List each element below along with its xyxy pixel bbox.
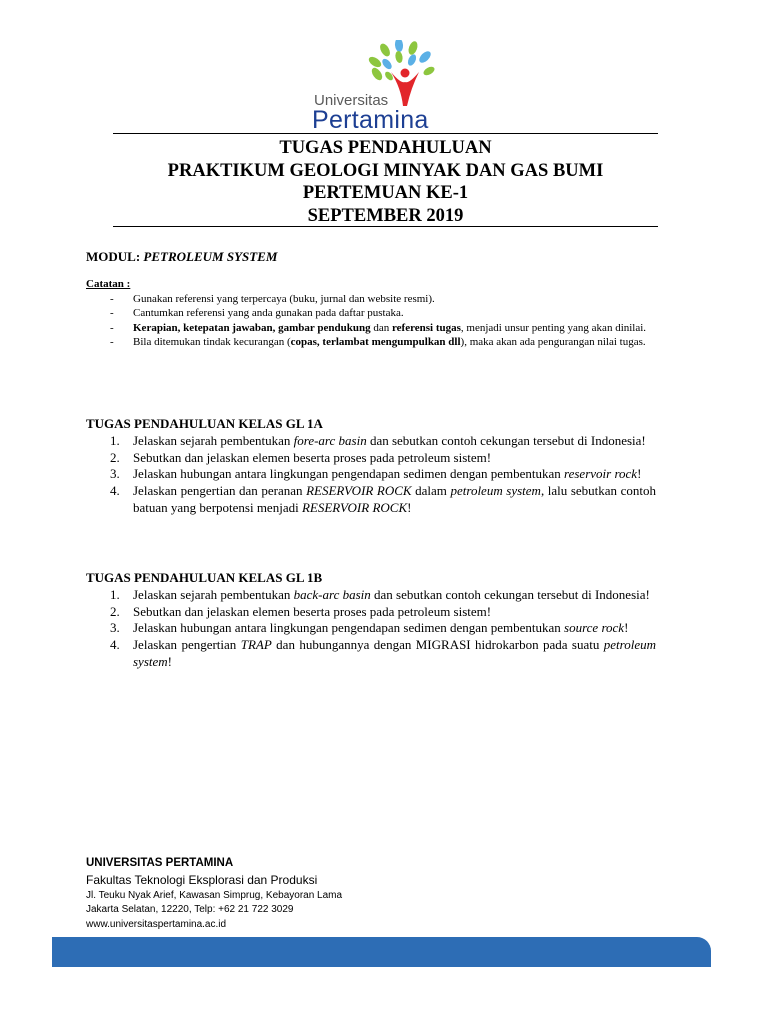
title-line-4: SEPTEMBER 2019 <box>307 205 464 226</box>
footer-faculty: Fakultas Teknologi Eksplorasi dan Produksi <box>86 873 318 887</box>
section-title: TUGAS PENDAHULUAN KELAS GL 1B <box>86 570 323 585</box>
logo-text-universitas: Universitas <box>314 92 389 109</box>
footer-address-line-1: Jl. Teuku Nyak Arief, Kawasan Simprug, Kebayoran Lama <box>86 890 343 901</box>
note-dash: - <box>110 307 114 320</box>
note-dash: - <box>110 321 114 334</box>
footer-address-line-2: Jakarta Selatan, 12220, Telp: +62 21 722 3029 <box>86 904 294 916</box>
question-item: 3. Jelaskan hubungan antara lingkungan pengendapan sedimen dengan pembentukan source rock! <box>110 620 629 636</box>
footer-university: UNIVERSITAS PERTAMINA <box>86 857 234 869</box>
question-item: 2. Sebutkan dan jelaskan elemen beserta proses pada petroleum sistem! <box>110 603 492 619</box>
title-line-2: PRAKTIKUM GEOLOGI MINYAK DAN GAS BUMI <box>167 160 604 181</box>
modul-label: MODUL: <box>86 249 144 264</box>
section-title: TUGAS PENDAHULUAN KELAS GL 1A <box>86 416 323 431</box>
question-item: 3. Jelaskan hubungan antara lingkungan pengendapan sedimen dengan pembentukan reservoir rock! <box>110 466 642 482</box>
question-item: 2. Sebutkan dan jelaskan elemen beserta proses pada petroleum sistem! <box>110 449 492 465</box>
footer-color-bar <box>52 937 711 967</box>
document-title <box>113 137 658 227</box>
logo-text-pertamina: Pertamina <box>312 106 429 134</box>
header-top-rule <box>113 133 658 134</box>
question-list <box>86 587 656 671</box>
section-gl-1b <box>86 570 656 671</box>
footer-website-link[interactable]: www.universitaspertamina.ac.id <box>86 918 227 930</box>
catatan-label: Catatan : <box>86 278 131 290</box>
notes-list <box>86 292 666 350</box>
note-item: - Bila ditemukan tindak kecurangan (copas, terlambat mengumpulkan dll), maka akan ada pengurangan nilai tugas. <box>110 336 646 349</box>
question-item: 4. Jelaskan pengertian TRAP dan hubungannya dengan MIGRASI hidrokarbon pada suatu petroleum system! <box>110 637 657 669</box>
note-item: - Cantumkan referensi yang anda gunakan pada daftar pustaka. <box>110 307 404 320</box>
note-item: - Gunakan referensi yang terpercaya (buku, jurnal dan website resmi). <box>110 293 435 305</box>
footer-address <box>86 857 342 932</box>
header-bottom-rule <box>113 226 658 227</box>
modul-heading <box>86 249 277 265</box>
title-line-3: PERTEMUAN KE-1 <box>302 183 469 203</box>
note-dash: - <box>110 336 114 349</box>
question-list <box>86 433 656 517</box>
note-dash: - <box>110 293 114 305</box>
modul-value: PETROLEUM SYSTEM <box>143 249 278 264</box>
title-line-1: TUGAS PENDAHULUAN <box>279 138 492 158</box>
question-item: 1. Jelaskan sejarah pembentukan back-arc basin dan sebutkan contoh cekungan tersebut di Indonesia! <box>110 587 650 602</box>
note-item: - Kerapian, ketepatan jawaban, gambar pendukung dan referensi tugas, menjadi unsur penting yang akan dinilai. <box>110 321 647 334</box>
university-logo <box>308 40 458 132</box>
section-gl-1a <box>86 416 656 517</box>
question-item: 1. Jelaskan sejarah pembentukan fore-arc basin dan sebutkan contoh cekungan tersebut di Indonesia! <box>110 433 646 448</box>
question-item: 4. Jelaskan pengertian dan peranan RESERVOIR ROCK dalam petroleum system, lalu sebutkan contoh batuan yang berpotensi menjadi RESERVOIR ROCK! <box>110 483 656 515</box>
